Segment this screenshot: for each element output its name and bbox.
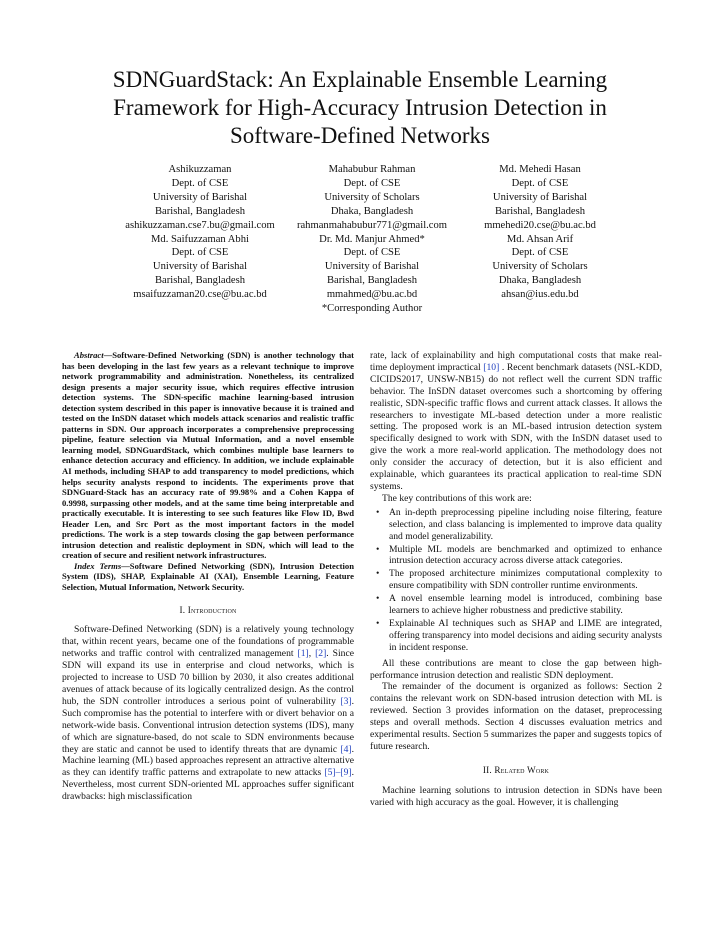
author-city: Barishal, Bangladesh: [154, 205, 246, 217]
list-item: • An in-depth preprocessing pipeline including noise filtering, feature selection, and class balancing is implemented to improve data quality and model generalizability.: [389, 507, 662, 543]
list-item: • The proposed architecture minimizes computational complexity to ensure compatibility with SDN controller runtime environments.: [389, 568, 662, 592]
citation-link[interactable]: [3]: [340, 695, 352, 707]
author-name: Ashikuzzaman: [168, 164, 232, 175]
author-university: University of Scholars: [492, 261, 588, 273]
abstract: [62, 350, 354, 561]
text-run: . Recent benchmark datasets (NSL-KDD, CICIDS2017, UNSW-NB15) do not reflect well the current SDN traffic behavior. The InSDN dataset overcomes such a shortcoming by offering realistic, SDN-specific traffic flows and current attack classes. It allows the researchers to investigate ML-based detection under a more realistic setting. The proposed work is an ML-based intrusion detection system specifically designed to work with SDN, with the InSDN dataset used to give the work a more real-world application. The methodology does not only consider the accuracy of detection, but it is also efficient and explainable, which guarantees its practical application to real-time SDN systems.: [370, 361, 662, 492]
author-dept: Dept. of CSE: [171, 247, 229, 259]
citation-link[interactable]: [2]: [315, 648, 327, 660]
text-run: . Such compromise has the potential to interfere with or divert behavior on a network-wide basis. Conventional intrusion detection systems (IDS), many of which are signature-based, do not scale to SDN environments because they are static and cannot be used to identify threats that are dynamic: [62, 695, 354, 755]
index-terms-text: —Software Defined Networking (SDN), Intrusion Detection System (IDS), SHAP, Explainable AI (XAI), Ensemble Learning, Feature Selection, Mutual Information, Network Security.: [62, 560, 354, 593]
author-university: University of Barishal: [152, 261, 248, 273]
body-paragraph: Machine learning solutions to intrusion detection in SDNs have been varied with high accuracy as the goal. However, it is challenging: [370, 784, 662, 808]
text-run: . Nevertheless, most current SDN-oriented ML approaches suffer significant drawbacks: high misclassification: [62, 767, 354, 803]
index-terms: [62, 561, 354, 593]
author-name: Md. Saifuzzaman Abhi: [151, 233, 249, 245]
author-email: rahmanmahabubur771@gmail.com: [296, 219, 448, 231]
left-column: [62, 350, 354, 803]
author-university: University of Barishal: [492, 191, 588, 203]
index-terms-lead: Index Terms: [74, 560, 122, 571]
text-run: Software-Defined Networking (SDN) is a relatively young technology that, within recent years, became one of the foundations of programmable networks and traffic control with centralized management: [62, 624, 354, 660]
author-email: ashikuzzaman.cse7.bu@gmail.com: [125, 219, 275, 231]
paper-title: [80, 66, 640, 150]
author-column: [430, 163, 650, 302]
section-numeral: II.: [482, 764, 492, 775]
section-title: Related Work: [494, 764, 550, 775]
author-university: University of Scholars: [324, 191, 420, 203]
list-item: • Explainable AI techniques such as SHAP and LIME are integrated, offering transparency into model decisions and aiding security analysts in incident response.: [389, 618, 662, 654]
intro-paragraph: [62, 624, 354, 803]
section-heading: [62, 605, 354, 617]
author-email: ahsan@ius.edu.bd: [501, 289, 579, 301]
author-name: Dr. Md. Manjur Ahmed*: [319, 233, 425, 245]
list-item: • Multiple ML models are benchmarked and optimized to enhance intrusion detection accuracy across diverse attack categories.: [389, 544, 662, 568]
text-run: . Since SDN will expand its use in enterprise and cloud networks, which is projected to increase to USD 70 billion by 2030, it also creates additional avenues of attack because of its logically centralized design. As the control hub, the SDN controller introduces a serious point of vulnerability: [62, 648, 354, 707]
author-name: Md. Ahsan Arif: [506, 233, 574, 245]
section-numeral: I.: [179, 604, 186, 615]
abstract-text: —Software-Defined Networking (SDN) is another technology that has been developing in the last few years as a relevant technique to improve network programmability and administration. Nonetheless, its centralized design presents a major security issue, which requires effective intrusion detection systems. The SDN-specific machine learning-based intrusion detection system described in this paper is innovative because it is trained and tested on the InSDN dataset which models attack scenarios and realistic traffic patterns in SDN. Our approach incorporates a comprehensive preprocessing pipeline, feature selection via Mutual Information, and a novel ensemble learning model, SDNGuardStack, which combines multiple base learners to enhance detection accuracy and efficiency. In addition, we include explainable AI methods, including SHAP to add transparency to model predictions, which helps security analysts respond to incidents. The experiments prove that SDNGuard-Stack has an accuracy rate of 99.98% and a Cohen Kappa of 0.9998, surpassing other models, and at the same time being interpretable and practically executable. It is interesting to see such features like Flow ID, Bwd Header Len, and Src Port as the most important factors in the model predictions. The work is a step towards closing the gap between performance intrusion detection and realistic deployment in SDN, which will lead to the creation of secure and resilient network infrastructures.: [62, 350, 354, 561]
title-line: SDNGuardStack: An Explainable Ensemble Learning: [112, 67, 608, 92]
text-run: rate, lack of explainability and high computational costs that make real-time deployment impractical: [370, 350, 662, 373]
text-run: . Machine learning (ML) based approaches represent an attractive alternative as they can identify traffic patterns and extrapolate to new attacks: [62, 743, 354, 779]
author-dept: Dept. of CSE: [511, 177, 569, 189]
author-city: Barishal, Bangladesh: [154, 275, 246, 287]
author-dept: Dept. of CSE: [511, 247, 569, 259]
contributions-list: [370, 507, 662, 654]
author-dept: Dept. of CSE: [171, 177, 229, 189]
contributions-intro: The key contributions of this work are:: [382, 492, 532, 504]
author-email: mmehedi20.cse@bu.ac.bd: [484, 219, 596, 231]
title-line: Software-Defined Networks: [230, 123, 490, 148]
author-name: Mahabubur Rahman: [328, 164, 416, 175]
text-run: ,: [308, 648, 316, 660]
author-city: Dhaka, Bangladesh: [498, 275, 582, 287]
body-paragraph: [370, 350, 662, 493]
author-university: University of Barishal: [324, 261, 420, 273]
citation-link[interactable]: [5]–[9]: [324, 767, 352, 779]
author-email: msaifuzzaman20.cse@bu.ac.bd: [133, 289, 267, 301]
author-city: Dhaka, Bangladesh: [330, 205, 414, 217]
author-city: Barishal, Bangladesh: [494, 205, 586, 217]
right-column: [370, 350, 662, 809]
author-university: University of Barishal: [152, 191, 248, 203]
author-city: Barishal, Bangladesh: [326, 275, 418, 287]
section-title: Introduction: [187, 604, 237, 615]
abstract-lead: Abstract: [74, 350, 104, 360]
body-paragraph: The remainder of the document is organized as follows: Section 2 contains the relevant work on SDN-based intrusion detection with ML is reviewed. Section 3 provides information on the dataset, preprocessing steps and overall methods. Section 4 discusses evaluation metrics and experimental results. Section 5 summarizes the paper and suggests topics of future research.: [370, 681, 662, 752]
section-heading: [370, 765, 662, 777]
author-dept: Dept. of CSE: [343, 177, 401, 189]
citation-link[interactable]: [1]: [297, 648, 309, 660]
list-item: • A novel ensemble learning model is introduced, combining base learners to achieve higher robustness and predictive stability.: [389, 593, 662, 617]
title-line: Framework for High-Accuracy Intrusion Detection in: [113, 95, 607, 120]
author-email: mmahmed@bu.ac.bd: [326, 289, 418, 301]
citation-link[interactable]: [10]: [483, 361, 500, 373]
author-name: Md. Mehedi Hasan: [499, 164, 581, 175]
citation-link[interactable]: [4]: [340, 743, 352, 755]
body-paragraph: All these contributions are meant to close the gap between high-performance intrusion detection and realistic SDN deployment.: [370, 657, 662, 681]
corresponding-author-note: *Corresponding Author: [321, 303, 423, 315]
author-dept: Dept. of CSE: [343, 247, 401, 259]
